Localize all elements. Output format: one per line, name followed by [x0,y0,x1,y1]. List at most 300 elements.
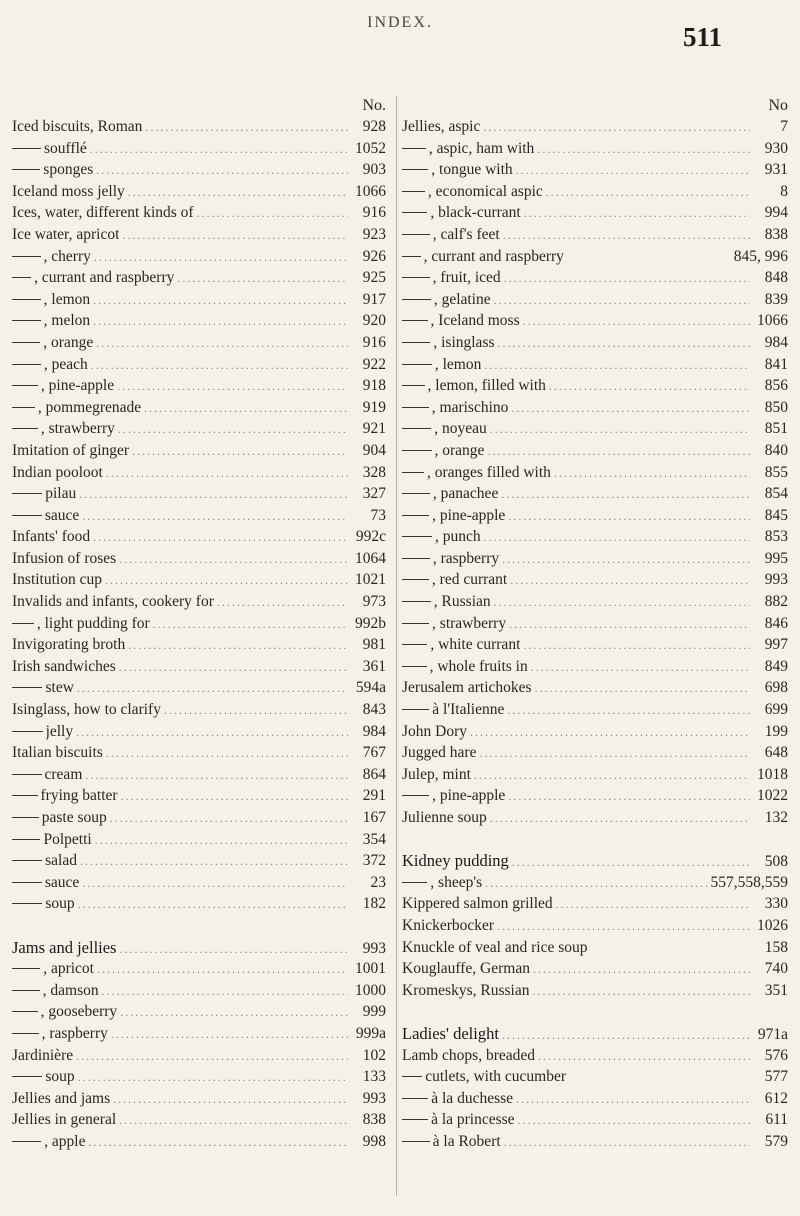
entry-number: 361 [362,657,386,675]
repeat-dash [12,428,38,429]
index-entry [12,785,390,807]
entry-number: 848 [764,269,788,287]
index-entry [402,893,792,915]
repeat-dash [402,515,429,516]
index-entry [12,289,390,311]
dot-leader [142,117,348,139]
dot-leader [501,1132,750,1154]
dot-leader [75,1067,348,1089]
repeat-dash [402,1141,430,1142]
dot-leader [174,268,348,290]
dot-leader [73,1046,348,1068]
entry-number: 8 [780,182,788,200]
index-entry [402,310,792,332]
entry-number: 354 [362,830,386,848]
entry-term: sauce [44,506,80,524]
dot-leader [79,506,348,528]
index-entry [12,699,390,721]
entry-number: 925 [362,269,386,287]
entry-number: 973 [362,593,386,611]
repeat-dash [402,1076,422,1077]
index-entry [12,937,390,959]
entry-term: , lemon [43,290,91,308]
dot-leader [543,182,750,204]
dot-leader [498,484,750,506]
dot-leader [99,981,348,1003]
index-entry [12,202,390,224]
entry-number: 23 [370,873,386,891]
dot-leader [91,247,348,269]
entry-number: 102 [362,1046,386,1064]
repeat-dash [402,579,429,580]
dot-leader [499,549,750,571]
dot-leader [532,678,750,700]
entry-term: , currant and raspberry [423,247,564,265]
dot-leader [93,160,348,182]
entry-term: Knuckle of veal and rice soup [402,938,588,956]
repeat-dash [402,1119,428,1120]
entry-term: Kouglauffe, German [402,960,530,978]
entry-number: 854 [764,485,788,503]
dot-leader [513,160,750,182]
entry-term: Infants' food [12,528,91,546]
repeat-dash [12,623,34,624]
index-entry [402,1023,792,1045]
dot-leader [546,376,750,398]
repeat-dash [402,212,427,213]
entry-number: 7 [780,118,788,135]
entry-number: 133 [362,1068,386,1086]
index-entry [402,181,792,203]
index-entry [402,375,792,397]
entry-number: 740 [764,960,788,978]
index-entry [12,721,390,743]
entry-number: 372 [362,852,386,870]
entry-number: 1001 [355,960,386,978]
repeat-dash [12,990,40,991]
index-entry [12,807,390,829]
entry-number: 984 [764,333,788,351]
repeat-dash [12,839,40,840]
dot-leader [509,852,750,874]
entry-number: 853 [764,528,788,546]
entry-term: , economical aspic [427,182,543,200]
repeat-dash [402,558,430,559]
repeat-dash [12,277,31,278]
entry-term: Ice water, apricot [12,225,120,243]
running-head: INDEX. [367,14,433,31]
entry-number: 1018 [757,765,788,783]
dot-leader [73,722,348,744]
dot-leader [103,463,348,485]
entry-number: 508 [764,853,788,871]
entry-number: 648 [764,744,788,762]
dot-leader [529,981,750,1003]
repeat-dash [12,493,42,494]
index-entry [12,1131,390,1153]
entry-term: Irish sandwiches [12,657,116,675]
entry-number: 928 [362,118,386,135]
index-entry [402,505,792,527]
index-entry [402,116,792,138]
repeat-dash [12,364,41,365]
entry-number: 132 [764,809,788,826]
entry-term: cream [44,765,83,783]
index-entry [12,505,390,527]
entry-term: , apricot [43,960,94,978]
entry-number: 997 [764,636,788,654]
dot-leader [535,1046,750,1068]
index-entry [402,418,792,440]
index-entry [12,1088,390,1110]
index-column-left [12,96,390,1153]
entry-number: 850 [764,398,788,416]
entry-term: , tongue with [431,161,513,179]
index-entry [12,634,390,656]
index-entry [12,418,390,440]
entry-number: 918 [362,377,386,395]
dot-leader [129,441,348,463]
entry-number: 846 [764,614,788,632]
entry-term: frying batter [40,787,118,805]
dot-leader [87,139,348,161]
entry-number: 843 [362,701,386,719]
entry-term: , calf's feet [432,225,500,243]
entry-term: , black-currant [430,204,521,222]
dot-leader [521,203,750,225]
entry-term: , pommegrenade [37,398,142,416]
repeat-dash [12,342,40,343]
dot-leader [76,484,348,506]
entry-number: 767 [362,744,386,762]
entry-term: Italian biscuits [12,744,103,762]
entry-number: 926 [362,247,386,265]
entry-number: 167 [362,809,386,826]
repeat-dash [402,299,431,300]
dot-leader [471,765,750,787]
dot-leader [108,1024,348,1046]
index-entry [12,591,390,613]
entry-number: 998 [362,1132,386,1150]
entry-term: , gelatine [433,290,491,308]
entry-term: , lemon, filled with [427,377,546,395]
entry-term: Isinglass, how to clarify [12,701,161,719]
entry-number: 841 [764,355,788,373]
entry-term: Ices, water, different kinds of [12,204,194,222]
index-entry [12,1001,390,1023]
repeat-dash [402,666,427,667]
index-entry [402,1045,792,1067]
entry-term: Jams and jellies [12,937,117,957]
dot-leader [194,203,348,225]
entry-number: 557,558,559 [710,873,788,891]
dot-leader [90,311,348,333]
index-entry [402,721,792,743]
index-entry [402,677,792,699]
entry-number: 919 [362,398,386,416]
dot-leader [504,700,750,722]
entry-number: 916 [362,204,386,222]
dot-leader [476,743,750,765]
repeat-dash [402,407,429,408]
index-entry [12,893,390,915]
index-entry [402,1066,792,1088]
entry-term: , marischino [431,398,509,416]
dot-leader [117,1002,348,1024]
entry-number: 971a [757,1025,788,1043]
entry-number: 992c [355,528,386,546]
repeat-dash [402,493,430,494]
index-entry [12,224,390,246]
entry-term: , currant and raspberry [34,269,175,287]
entry-number: 993 [362,939,386,957]
entry-term: Julep, mint [402,765,471,783]
entry-number: 594a [355,679,386,697]
entry-number: 999 [362,1003,386,1021]
entry-number: 981 [362,636,386,654]
repeat-dash [402,1098,428,1099]
entry-number: 930 [764,139,788,157]
entry-number: 577 [764,1068,788,1086]
dot-leader [520,635,750,657]
repeat-dash [12,1076,42,1077]
entry-number: 920 [362,312,386,330]
index-entry [402,1131,792,1153]
repeat-dash [402,277,430,278]
dot-leader [553,894,750,916]
entry-number: 840 [764,441,788,459]
entry-term: salad [45,852,77,870]
repeat-dash [12,687,42,688]
dot-leader [495,333,750,355]
index-entry [402,807,792,829]
entry-term: , lemon [434,355,482,373]
entry-number: 995 [764,549,788,567]
entry-number: 1021 [355,571,386,589]
repeat-dash [402,385,425,386]
column-number-label: No [768,97,788,114]
entry-term: Kidney pudding [402,851,509,871]
entry-term: à l'Italienne [432,701,505,719]
index-entry [12,548,390,570]
repeat-dash [402,623,429,624]
index-entry [402,980,792,1002]
dot-leader [520,311,750,333]
index-entry [402,958,792,980]
repeat-dash [402,882,427,883]
column-divider [396,96,397,1196]
entry-term: John Dory [402,722,468,740]
dot-leader [528,657,750,679]
index-entry [402,397,792,419]
dot-leader [467,722,750,744]
repeat-dash [402,795,429,796]
repeat-dash [12,148,41,149]
page-header [0,0,800,110]
dot-leader [116,657,348,679]
entry-term: , isinglass [433,333,495,351]
index-entry [12,181,390,203]
dot-leader [116,1110,348,1132]
entry-number: 903 [362,161,386,179]
dot-leader [491,290,750,312]
index-entry [12,980,390,1002]
index-entry [12,354,390,376]
entry-number: 851 [764,420,788,438]
entry-term: à la Robert [432,1132,501,1150]
entry-term: soufflé [44,139,87,157]
entry-term: , raspberry [432,549,500,567]
repeat-dash [12,882,42,883]
index-entry [12,159,390,181]
dot-leader [507,570,750,592]
entry-term: Imitation of ginger [12,441,130,459]
index-entry [12,138,390,160]
index-entry [402,591,792,613]
index-entry [12,829,390,851]
entry-term: sponges [43,161,94,179]
entry-number: 698 [764,679,788,697]
repeat-dash [402,709,429,710]
dot-leader [75,894,348,916]
page-number: 511 [683,22,723,52]
dot-leader [551,463,750,485]
index-entry [12,332,390,354]
entry-term: , damson [42,981,99,999]
entry-number: 923 [362,225,386,243]
entry-number: 839 [764,290,788,308]
entry-number: 917 [362,290,386,308]
entry-number: 351 [764,981,788,999]
index-entry [402,656,792,678]
repeat-dash [402,169,428,170]
dot-leader [499,1025,750,1047]
entry-number: 838 [764,225,788,243]
dot-leader [500,225,750,247]
entry-term: paste soup [41,809,107,826]
index-entry [402,1109,792,1131]
index-entry [402,159,792,181]
entry-number: 849 [764,657,788,675]
index-column-right [402,96,792,1153]
repeat-dash [402,234,430,235]
entry-number: 199 [764,722,788,740]
index-entry [12,246,390,268]
dot-leader [110,1089,348,1111]
entry-number: 699 [764,701,788,719]
entry-term: Kromeskys, Russian [402,981,530,999]
index-entry [12,742,390,764]
repeat-dash [402,601,431,602]
entry-term: à la princesse [431,1111,515,1129]
dot-leader [482,873,710,895]
entry-term: Institution cup [12,571,102,589]
entry-term: Polpetti [43,830,92,848]
entry-number: 882 [764,593,788,611]
entry-number: 611 [765,1111,788,1129]
index-entry [402,267,792,289]
entry-term: , cherry [43,247,91,265]
index-entry [12,1109,390,1131]
index-entry [12,656,390,678]
repeat-dash [12,817,39,818]
entry-number: 1066 [355,182,386,200]
repeat-dash [402,536,432,537]
dot-leader [93,333,348,355]
entry-term: , noyeau [434,420,487,438]
index-entry [12,850,390,872]
index-entry [402,548,792,570]
dot-leader [119,225,348,247]
index-entry [402,569,792,591]
entry-term: , punch [434,528,481,546]
entry-term: , pine-apple [432,506,506,524]
dot-leader [515,1110,750,1132]
index-entry [12,677,390,699]
dot-leader [530,959,750,981]
entry-number: 984 [362,722,386,740]
index-entry [402,332,792,354]
entry-term: Infusion of roses [12,549,117,567]
repeat-dash [12,795,38,796]
entry-term: , red currant [431,571,508,589]
repeat-dash [12,860,42,861]
entry-number: 994 [764,204,788,222]
repeat-dash [12,1141,41,1142]
index-entry [12,526,390,548]
index-entry [402,785,792,807]
dot-leader [116,549,348,571]
entry-term: , strawberry [432,614,507,632]
column-number-label: No. [362,97,386,114]
entry-term: stew [45,679,74,697]
entry-number: 330 [764,895,788,913]
entry-term: cutlets, with cucumber [425,1068,566,1086]
entry-number: 921 [362,420,386,438]
index-entry [402,742,792,764]
dot-leader [102,570,348,592]
entry-number: 993 [764,571,788,589]
repeat-dash [402,644,427,645]
repeat-dash [402,472,424,473]
entry-number: 1000 [355,981,386,999]
entry-term: , Russian [433,593,491,611]
entry-number: 931 [764,161,788,179]
repeat-dash [12,968,40,969]
index-entry [402,138,792,160]
repeat-dash [402,148,426,149]
dot-leader [115,419,348,441]
index-entry [12,1066,390,1088]
entry-term: Jardinière [12,1046,74,1064]
repeat-dash [12,1011,38,1012]
index-entry [12,958,390,980]
entry-number: 992b [355,614,386,632]
dot-leader [484,441,750,463]
entry-number: 291 [362,787,386,805]
index-entry [402,354,792,376]
index-entry [402,289,792,311]
entry-number: 1064 [355,549,386,567]
index-entry [12,872,390,894]
dot-leader [88,355,348,377]
index-entry [12,1023,390,1045]
entry-term: Kippered salmon grilled [402,895,553,913]
entry-term: , melon [43,312,91,330]
entry-term: , orange [43,333,94,351]
repeat-dash [12,256,41,257]
entry-number: 612 [764,1089,788,1107]
